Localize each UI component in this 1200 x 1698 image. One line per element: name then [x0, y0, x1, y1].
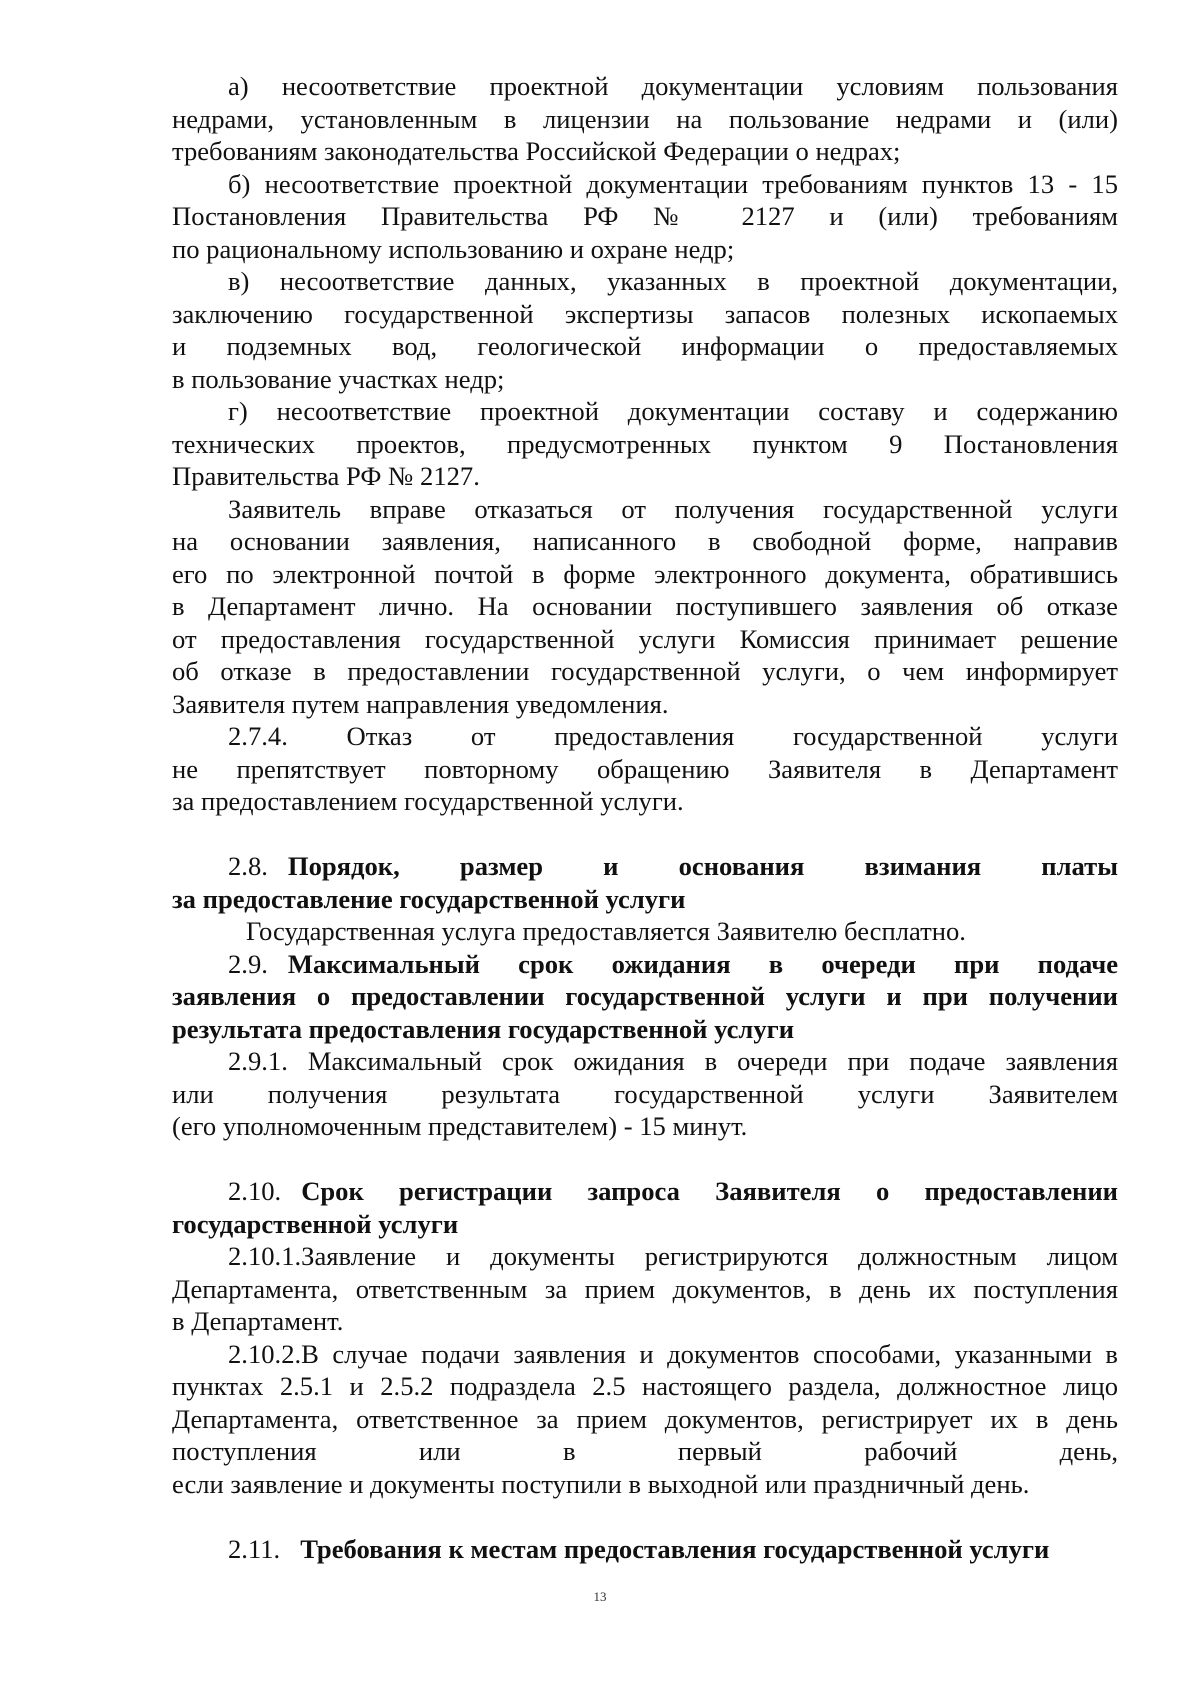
section-2-11-heading [172, 1533, 1118, 1566]
paragraph-g-line1: г) несоответствие проектной документации составу и содержанию [228, 396, 1118, 426]
refusal-line2: на основании заявления, написанного в свободной форме, направив [172, 526, 1118, 556]
page-number: 13 [593, 1589, 607, 1604]
paragraph-b-line3: по рациональному использованию и охране недр; [172, 233, 735, 264]
section-2-8-number: 2.8. [228, 851, 268, 881]
section-2-9-heading-line3: результата предоставления государственной услуги [172, 1013, 795, 1044]
refusal-line6: об отказе в предоставлении государственной услуги, о чем информирует [172, 656, 1118, 686]
paragraph-a-line3: требованиям законодательства Российской Федерации о недрах; [172, 136, 901, 166]
section-2-8-heading-text: Порядок, размер и основания взимания платы [287, 851, 1118, 881]
section-2-10-heading-line2: государственной услуги [172, 1208, 459, 1239]
p2101-line1: 2.10.1.Заявление и документы регистрируются должностным лицом [228, 1241, 1118, 1271]
paragraph-v-line1: в) несоответствие данных, указанных в проектной документации, [228, 266, 1118, 296]
paragraph-v-line4: в пользование участках недр; [172, 363, 505, 394]
paragraph-v-line2: заключению государственной экспертизы запасов полезных ископаемых [172, 298, 1118, 329]
p274-line3: за предоставлением государственной услуги. [172, 786, 684, 816]
section-2-8-heading-line1 [172, 850, 1118, 883]
paragraph-g-line2: технических проектов, предусмотренных пунктом 9 Постановления [172, 428, 1118, 459]
refusal-line1: Заявитель вправе отказаться от получения государственной услуги [228, 493, 1118, 524]
blank-line [172, 1500, 1118, 1533]
section-2-10-heading-text: Срок регистрации запроса Заявителя о предоставлении [301, 1176, 1118, 1206]
section-2-8-body: Государственная услуга предоставляется Заявителю бесплатно. [246, 916, 966, 946]
p2101-line2: Департамента, ответственным за прием документов, в день их поступления [172, 1273, 1118, 1304]
blank-line [172, 1143, 1118, 1176]
paragraph-g-line3: Правительства РФ № 2127. [172, 461, 480, 491]
p2102-line3: Департамента, ответственное за прием документов, регистрирует их в день [172, 1403, 1118, 1434]
p2102-line5: если заявление и документы поступили в выходной или праздничный день. [172, 1468, 1030, 1499]
blank-line [172, 818, 1118, 851]
p2102-line2: пунктах 2.5.1 и 2.5.2 подраздела 2.5 настоящего раздела, должностное лицо [172, 1371, 1118, 1401]
section-2-10-number: 2.10. [228, 1176, 282, 1206]
paragraph-a-line2: недрами, установленным в лицензии на пользование недрами и (или) [172, 103, 1118, 134]
section-2-9-heading-line1 [172, 948, 1118, 981]
section-2-11-heading-text: Требования к местам предоставления государственной услуги [300, 1533, 1050, 1564]
paragraph-v-line3: и подземных вод, геологической информации о предоставляемых [172, 331, 1118, 361]
refusal-line4: в Департамент лично. На основании поступившего заявления об отказе [172, 591, 1118, 621]
p2101-line3: в Департамент. [172, 1306, 344, 1336]
paragraph-a-line1: а) несоответствие проектной документации условиям пользования [228, 71, 1118, 101]
p291-line2: или получения результата государственной услуги Заявителем [172, 1078, 1118, 1109]
p2102-line1: 2.10.2.В случае подачи заявления и документов способами, указанными в [228, 1338, 1118, 1369]
paragraph-b-line1: б) несоответствие проектной документации требованиям пунктов 13 - 15 [228, 168, 1118, 199]
p274-line1: 2.7.4. Отказ от предоставления государственной услуги [228, 721, 1118, 751]
p274-line2: не препятствует повторному обращению Заявителя в Департамент [172, 753, 1118, 784]
refusal-line5: от предоставления государственной услуги Комиссия принимает решение [172, 623, 1118, 654]
section-2-11-number: 2.11. [228, 1533, 281, 1564]
refusal-line7: Заявителя путем направления уведомления. [172, 688, 669, 719]
p2102-line4: поступления или в первый рабочий день, [172, 1436, 1118, 1466]
section-2-9-number: 2.9. [228, 948, 268, 979]
refusal-line3: его по электронной почтой в форме электронного документа, обратившись [172, 558, 1118, 589]
document-page [172, 70, 1118, 1565]
section-2-9-heading-line2: заявления о предоставлении государственной услуги и при получении [172, 981, 1118, 1011]
section-2-10-heading-line1 [172, 1175, 1118, 1208]
section-2-9-heading-text: Максимальный срок ожидания в очереди при подаче [287, 948, 1118, 979]
paragraph-b-line2: Постановления Правительства РФ № 2127 и (или) требованиям [172, 201, 1118, 231]
section-2-8-heading-line2: за предоставление государственной услуги [172, 883, 686, 914]
p291-line1: 2.9.1. Максимальный срок ожидания в очереди при подаче заявления [228, 1046, 1118, 1076]
p291-line3: (его уполномоченным представителем) - 15 минут. [172, 1111, 748, 1141]
